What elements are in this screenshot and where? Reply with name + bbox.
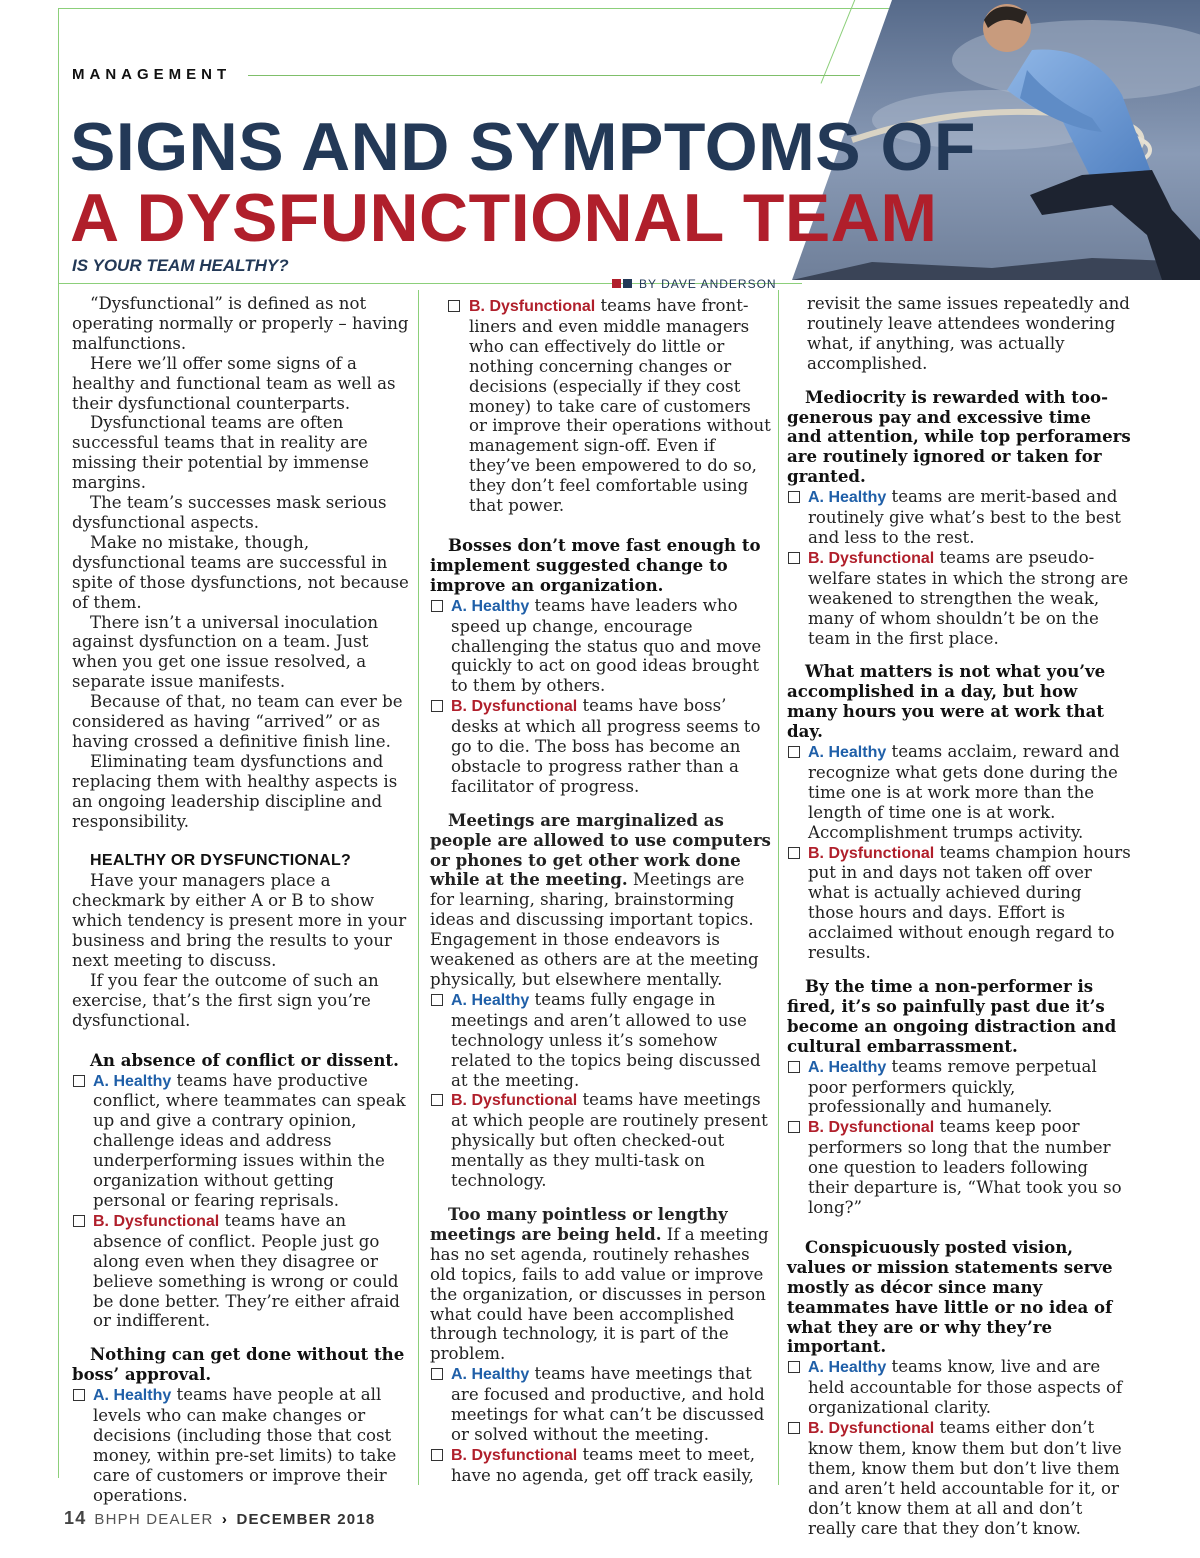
sign-heading: By the time a non-performer is fired, it’s so painfully past due it’s become an ongoing distraction and cultural embarrassment.: [787, 976, 1117, 1056]
checkbox[interactable]: [431, 700, 443, 712]
dysfunctional-label: B. Dysfunctional: [93, 1212, 220, 1230]
headline-line-1: SIGNS AND SYMPTOMS OF: [70, 109, 976, 185]
dysfunctional-label: B. Dysfunctional: [808, 844, 935, 862]
option-text: teams remove perpetual poor performers quickly, professionally and humanely.: [808, 1056, 1097, 1117]
frame-line-top: [58, 8, 896, 9]
checkbox[interactable]: [788, 1121, 800, 1133]
option-text: teams either don’t know them, know them but don’t live them, know them but don’t live them and aren’t held accountable for it, or don’t know them at all and don’t really care that they don’t know.: [808, 1418, 1122, 1538]
healthy-label: A. Healthy: [808, 744, 887, 762]
byline-square-red: [612, 279, 621, 288]
intro-paragraph: There isn’t a universal inoculation against dysfunction on a team. Just when you get one issue resolved, a separate issue manifests.: [72, 612, 379, 692]
column-2: [430, 296, 772, 1486]
option-healthy: [72, 1071, 410, 1211]
checkbox[interactable]: [788, 847, 800, 859]
healthy-label: A. Healthy: [808, 1058, 887, 1076]
dysfunctional-label: B. Dysfunctional: [451, 1446, 578, 1464]
option-text: teams have people at all levels who can make changes or decisions (including those that cost money, within pre-set limits) to take care of customers or improve their operations.: [93, 1385, 397, 1505]
dysfunctional-label: B. Dysfunctional: [808, 1420, 935, 1438]
checkbox[interactable]: [788, 1361, 800, 1373]
sign-heading: Bosses don’t move fast enough to implement suggested change to improve an organization.: [430, 534, 761, 595]
subhead-healthy-or-dysfunctional: HEALTHY OR DYSFUNCTIONAL?: [90, 852, 352, 870]
checkbox[interactable]: [448, 300, 460, 312]
healthy-label: A. Healthy: [808, 489, 887, 507]
intro-paragraph: Make no mistake, though, dysfunctional teams are successful in spite of those dysfunctions, not because of them.: [72, 532, 409, 612]
option-text: teams champion hours put in and days not taken off over what is actually achieved during those hours and days. Effort is acclaimed without enough regard to results.: [808, 842, 1131, 963]
sign-heading: Nothing can get done without the boss’ approval.: [72, 1344, 405, 1385]
option-dysfunctional: [787, 1418, 1131, 1538]
dysfunctional-label: B. Dysfunctional: [469, 298, 596, 315]
option-text: teams meet to meet, have no agenda, get off track easily,: [451, 1444, 755, 1485]
option-text: teams are merit-based and routinely give what’s best to the best and less to the rest.: [808, 487, 1121, 547]
intro-paragraph: Because of that, no team can ever be considered as having “arrived” or as having crossed a definitive finish line.: [72, 692, 403, 751]
option-dysfunctional: [787, 843, 1131, 963]
sign-paragraph: [430, 1205, 772, 1364]
checkbox[interactable]: [73, 1075, 85, 1087]
option-dysfunctional: [430, 696, 772, 797]
dysfunctional-label: B. Dysfunctional: [808, 1119, 935, 1137]
intro-paragraph: Eliminating team dysfunctions and replacing them with healthy aspects is an ongoing leadership discipline and responsibility.: [72, 751, 398, 831]
dysfunctional-label: B. Dysfunctional: [808, 549, 935, 567]
option-text: teams have an absence of conflict. People just go along even when they disagree or believe something is wrong or could be done better. They’re either afraid or indifferent.: [93, 1210, 400, 1331]
checkbox[interactable]: [73, 1215, 85, 1227]
sign-heading: An absence of conflict or dissent.: [90, 1049, 399, 1070]
column-3: [787, 294, 1131, 1538]
intro-paragraph: “Dysfunctional” is defined as not operating normally or properly – having malfunctions.: [72, 294, 409, 353]
publication-name: BHPH DEALER: [94, 1511, 214, 1528]
option-text: teams have leaders who speed up change, encourage challenging the status quo and move quickly to act on good ideas brought to them by others.: [451, 595, 762, 696]
continued-text: revisit the same issues repeatedly and routinely leave attendees wondering what, if anything, was actually accomplished.: [807, 294, 1130, 373]
column-divider-2: [778, 290, 779, 1485]
option-dysfunctional: [72, 1211, 410, 1331]
healthy-label: A. Healthy: [808, 1359, 887, 1377]
body-paragraph: If you fear the outcome of such an exercise, that’s the first sign you’re dysfunctional.: [72, 970, 379, 1030]
option-dysfunctional: [430, 296, 772, 516]
page-number: 14: [64, 1508, 87, 1528]
healthy-label: A. Healthy: [451, 597, 530, 615]
sign-heading: Conspicuously posted vision, values or mission statements serve mostly as décor since many teammates have little or no idea of what they are or why they’re important.: [787, 1236, 1113, 1357]
byline-text: BY DAVE ANDERSON: [639, 277, 777, 291]
sign-heading: Mediocrity is rewarded with too-generous pay and excessive time and attention, while top perforamers are routinely ignored or taken for granted.: [787, 386, 1131, 487]
option-text: teams have front-liners and even middle managers who can effectively do little or nothing concerning changes or decisions (especially if they cost money) to take care of customers or improve their operations without management sign-off. Even if they’ve been empowered to do so, they don’t feel comfortable using that power.: [469, 296, 771, 516]
option-text: teams have meetings at which people are routinely present physically but often checked-out mentally as they multi-task on technology.: [451, 1090, 768, 1191]
subtitle: IS YOUR TEAM HEALTHY?: [72, 256, 289, 275]
column-1: [72, 294, 410, 1506]
option-text: teams fully engage in meetings and aren’t allowed to use technology unless it’s somehow related to the topics being discussed at the meeting.: [451, 989, 761, 1090]
section-rule: [248, 75, 860, 76]
option-dysfunctional: [787, 1117, 1131, 1218]
checkbox[interactable]: [431, 1094, 443, 1106]
column-divider-1: [418, 290, 419, 1485]
byline: [612, 277, 777, 291]
healthy-label: A. Healthy: [93, 1072, 172, 1090]
sign-text: Meetings are for learning, sharing, brainstorming ideas and discussing important topics. Engagement in those endeavors is weakened as others are at the meeting physically, but elsewhere mentally.: [430, 870, 759, 989]
healthy-label: A. Healthy: [451, 1366, 530, 1384]
checkbox[interactable]: [431, 994, 443, 1006]
option-text: teams have meetings that are focused and productive, and hold meetings for what can’t be discussed or solved without the meeting.: [451, 1364, 765, 1444]
dysfunctional-label: B. Dysfunctional: [451, 1092, 578, 1110]
checkbox[interactable]: [431, 1368, 443, 1380]
option-healthy: [72, 1385, 410, 1505]
checkbox[interactable]: [431, 600, 443, 612]
body-paragraph: Have your managers place a checkmark by either A or B to show which tendency is present more in your business and bring the results to your next meeting to discuss.: [72, 871, 407, 970]
option-text: teams have productive conflict, where teammates can speak up and give a contrary opinion, challenge ideas and address underperforming issues within the organization without getting personal or fearing reprisals.: [93, 1070, 406, 1210]
option-dysfunctional: [430, 1445, 772, 1486]
option-text: teams acclaim, reward and recognize what gets done during the time one is at work more than the length of time one is at work. Accomplishment trumps activity.: [808, 742, 1120, 842]
sign-paragraph: [430, 811, 772, 990]
intro-paragraph: Dysfunctional teams are often successful teams that in reality are missing their potential by immense margins.: [72, 413, 369, 493]
checkbox[interactable]: [788, 552, 800, 564]
checkbox[interactable]: [788, 1422, 800, 1434]
option-healthy: [787, 742, 1131, 843]
checkbox[interactable]: [788, 491, 800, 503]
healthy-label: A. Healthy: [93, 1387, 172, 1405]
option-text: teams are pseudo-welfare states in which the strong are weakened to strengthen the weak, many of whom shouldn’t be on the team in the first place.: [808, 547, 1129, 648]
issue-date: DECEMBER 2018: [236, 1511, 376, 1528]
intro-paragraph: Here we’ll offer some signs of a healthy and functional team as well as their dysfunctional counterparts.: [72, 353, 396, 413]
frame-line-left: [58, 8, 59, 1478]
chevron-right-icon: ›: [216, 1511, 234, 1528]
intro-paragraph: The team’s successes mask serious dysfunctional aspects.: [72, 493, 387, 532]
option-healthy: [787, 487, 1131, 548]
page-footer: [64, 1508, 375, 1529]
sign-text: If a meeting has no set agenda, routinely rehashes old topics, fails to add value or improve the organization, or discusses in person what could have been accomplished through technology, it is part of the problem.: [430, 1224, 769, 1364]
option-healthy: [430, 990, 772, 1091]
headline-line-2: A DYSFUNCTIONAL TEAM: [70, 180, 938, 256]
healthy-label: A. Healthy: [451, 991, 530, 1009]
checkbox[interactable]: [788, 1061, 800, 1073]
sign-heading: Too many pointless or lengthy meetings are being held.: [430, 1203, 728, 1244]
option-text: teams have boss’ desks at which all progress seems to go to die. The boss has become an obstacle to progress rather than a facilitator of progress.: [451, 696, 761, 796]
option-healthy: [430, 1364, 772, 1445]
option-text: teams keep poor performers so long that the number one question to leaders following their departure is, “What took you so long?”: [808, 1117, 1122, 1217]
option-healthy: [787, 1057, 1131, 1118]
dysfunctional-label: B. Dysfunctional: [451, 698, 578, 716]
byline-square-navy: [623, 279, 632, 288]
sign-heading: Meetings are marginalized as people are allowed to use computers or phones to get other work done while at the meeting.: [430, 809, 771, 890]
option-text: teams know, live and are held accountable for those aspects of organizational clarity.: [808, 1357, 1123, 1418]
option-healthy: [430, 596, 772, 697]
option-dysfunctional: [430, 1090, 772, 1191]
option-dysfunctional: [787, 548, 1131, 649]
checkbox[interactable]: [788, 746, 800, 758]
sign-heading: What matters is not what you’ve accomplished in a day, but how many hours you were at work that day.: [787, 661, 1106, 742]
option-healthy: [787, 1357, 1131, 1418]
checkbox[interactable]: [73, 1389, 85, 1401]
section-label: MANAGEMENT: [72, 66, 232, 83]
checkbox[interactable]: [431, 1449, 443, 1461]
